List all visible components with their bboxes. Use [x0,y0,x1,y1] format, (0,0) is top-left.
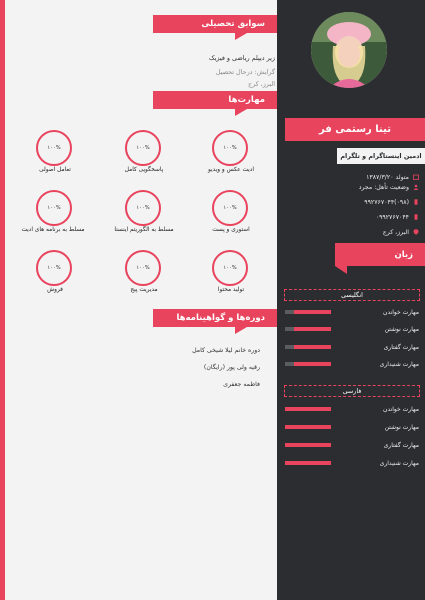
language-skill-row [285,458,419,468]
skill-name: مهارت نوشتن [384,325,419,333]
language-skill-row [285,440,419,450]
skill-name: مهارت خواندن [383,405,419,413]
education-place: البرز، کرج [247,80,275,88]
course-item: دوره خانم لیلا شیخی کامل [192,347,260,354]
skill-circle [212,190,248,226]
skill-label: تولید محتوا [217,287,245,293]
courses-heading: دوره‌ها و گواهینامه‌ها [153,309,277,327]
location-text: البرز، کرج [382,228,409,236]
course-item: فاطمه جعفری [223,381,260,388]
language-skill-row [285,342,419,352]
skill-percent: ۱۰۰% [212,250,248,286]
role-banner: ادمین اینستاگرام و تلگرام [337,148,425,164]
language-skill-row [285,359,419,369]
skill-name: مهارت گفتاری [383,441,419,449]
location-pin-icon [413,229,419,235]
skill-percent: ۱۰۰% [36,130,72,166]
language-skill-row [285,404,419,414]
name-banner: تینا رستمی فر [285,118,425,141]
language-skill-row [285,422,419,432]
mobile-icon [413,214,419,220]
skill-circle [125,250,161,286]
education-major: گرایش: درحال تحصیل [215,68,275,76]
languages-heading: زبان [335,243,425,266]
avatar-photo [311,12,387,88]
skill-level-bar [285,461,331,465]
skill-percent: ۱۰۰% [36,190,72,226]
skill-level-bar [285,345,331,349]
sidebar [277,0,425,600]
skill-circle [125,130,161,166]
skill-percent: ۱۰۰% [212,130,248,166]
skill-label: مدیریت پیج [130,287,158,293]
birth-text: متولد ۱۳۸۷/۳/۲۰ [366,173,409,181]
education-title: زیر دیپلم ریاضی و فیزیک [208,54,275,62]
skill-percent: ۱۰۰% [212,190,248,226]
skill-circle [36,130,72,166]
skill-level-bar [285,425,331,429]
skills-heading: مهارت‌ها [153,91,277,109]
skill-circle [36,250,72,286]
birth-info [366,172,419,182]
skill-label: ادیت عکس و ویدیو [208,167,254,173]
skill-percent: ۱۰۰% [125,250,161,286]
language-skill-row [285,307,419,317]
skill-percent: ۱۰۰% [125,190,161,226]
phone2-text: ۰۹۹۲۷۶۷۰۴۴ [375,213,409,221]
location-info [383,227,419,237]
skill-level-bar [285,443,331,447]
language-label: فارسی [342,387,362,395]
user-icon [413,184,419,190]
skill-label: فروش [47,287,63,293]
skill-name: مهارت خواندن [383,308,419,316]
skill-name: مهارت نوشتن [384,423,419,431]
skill-circle [212,250,248,286]
skill-label: مسلط به برنامه های ادیت [21,227,85,233]
skill-label: پاسخگویی کامل [124,167,164,173]
skill-percent: ۱۰۰% [125,130,161,166]
phone-icon [413,199,419,205]
skill-name: مهارت گفتاری [383,343,419,351]
education-heading: سوابق تحصیلی [153,15,277,33]
phone1-info [364,197,419,207]
skill-circle [125,190,161,226]
skill-label: تعامل اصولی [39,167,71,173]
language-label: انگلیسی [341,291,363,299]
left-accent-bar [0,0,5,600]
language-name [284,385,420,397]
skill-level-bar [285,407,331,411]
skill-label: استوری و پست [212,227,250,233]
language-name [284,289,420,301]
avatar [311,12,387,88]
skill-percent: ۱۰۰% [36,250,72,286]
marital-text: وضعیت تأهل: مجرد [358,183,409,191]
skill-label: مسلط به الگوریتم اینستا [114,227,174,233]
skill-circle [36,190,72,226]
skill-circle [212,130,248,166]
course-item: رقیه ولی پور (رایگان) [203,364,260,371]
language-skill-row [285,324,419,334]
skill-level-bar [285,362,331,366]
skill-name: مهارت شنیداری [379,360,419,368]
calendar-icon [413,174,419,180]
skill-level-bar [285,327,331,331]
phone1-text: (۰۹۸)۹۹۲۷۶۷۰۴۴ [364,198,409,206]
skill-level-bar [285,310,331,314]
marital-info [359,182,419,192]
phone2-info [376,212,419,222]
skill-name: مهارت شنیداری [379,459,419,467]
